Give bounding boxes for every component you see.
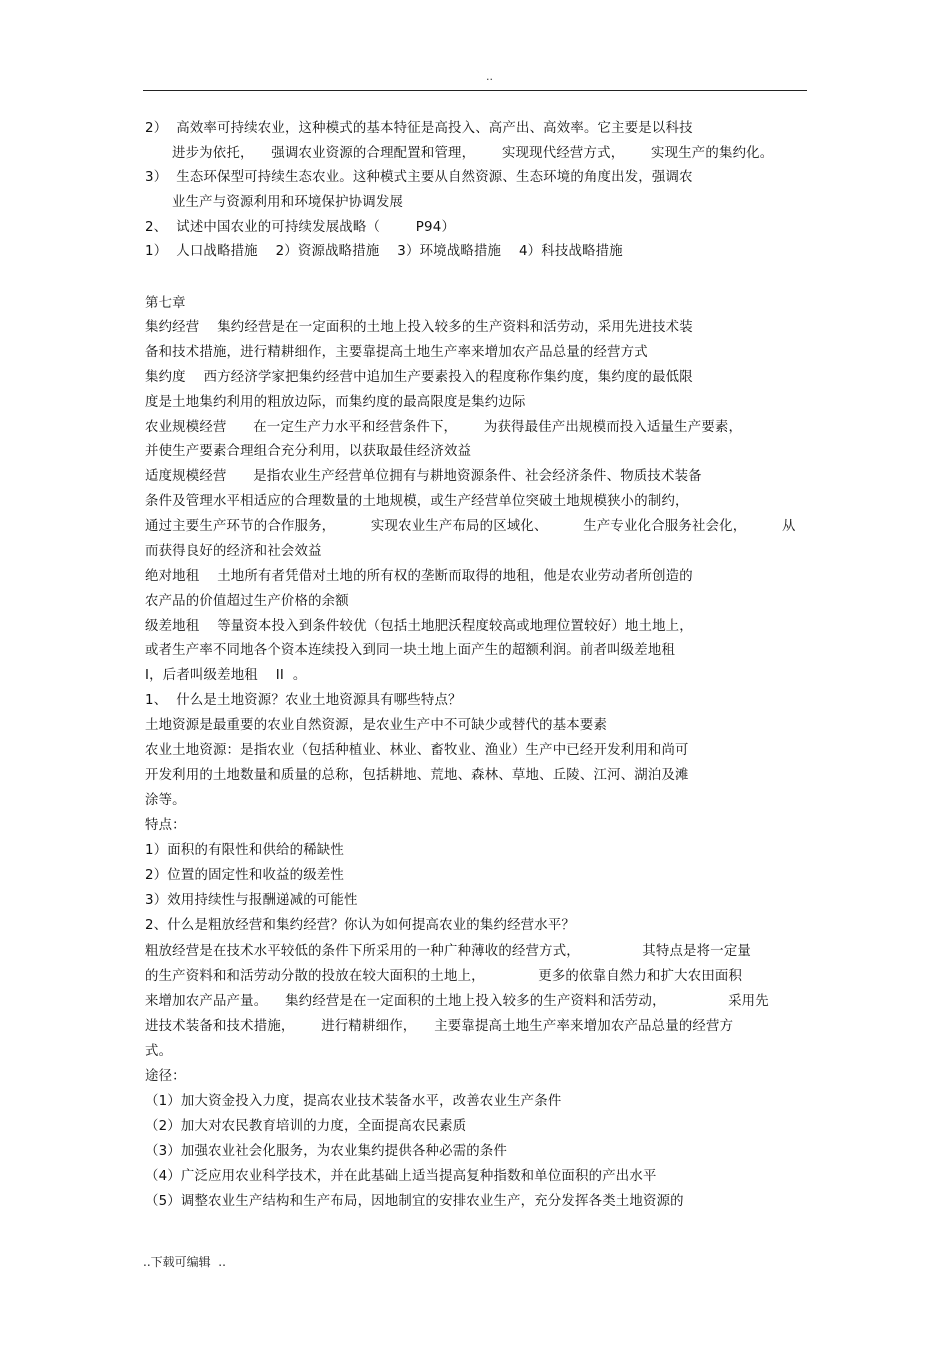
text-line: 的生产资料和和活劳动分散的投放在较大面积的土地上， 更多的依靠自然力和扩大农田面积	[145, 969, 743, 984]
list-item: （1）加大资金投入力度，提高农业技术装备水平，改善农业生产条件	[145, 1094, 562, 1109]
text-line: 2、 试述中国农业的可持续发展战略（ P94）	[145, 220, 456, 235]
text-line: 并使生产要素合理组合充分利用，以获取最佳经济效益	[145, 444, 472, 459]
text-line: 农产品的价值超过生产价格的余额	[145, 594, 349, 609]
text-line: 涂等。	[145, 793, 186, 808]
text-line: 进技术装备和技术措施， 进行精耕细作， 主要靠提高土地生产率来增加农产品总量的经营方	[145, 1019, 734, 1034]
text-line: 开发利用的土地数量和质量的总称，包括耕地、荒地、森林、草地、丘陵、江河、湖泊及滩	[145, 768, 689, 783]
text-line: 3） 生态环保型可持续生态农业。这种模式主要从自然资源、生态环境的角度出发，强调农	[145, 170, 693, 185]
text-line: 绝对地租 土地所有者凭借对土地的所有权的垄断而取得的地租，他是农业劳动者所创造的	[145, 569, 693, 584]
text-line: 集约度 西方经济学家把集约经营中追加生产要素投入的程度称作集约度，集约度的最低限	[145, 370, 693, 385]
text-line: 适度规模经营 是指农业生产经营单位拥有与耕地资源条件、社会经济条件、物质技术装备	[145, 469, 702, 484]
text-line: 度是土地集约利用的粗放边际，而集约度的最高限度是集约边际	[145, 395, 526, 410]
text-line: 来增加农产品产量。 集约经营是在一定面积的土地上投入较多的生产资料和活劳动， 采用先	[145, 994, 769, 1009]
text-line: 农业规模经营 在一定生产力水平和经营条件下， 为获得最佳产出规模而投入适量生产要素，	[145, 420, 743, 435]
list-item: （4）广泛应用农业科学技术，并在此基础上适当提高复种指数和单位面积的产出水平	[145, 1169, 657, 1184]
text-line: 途径：	[145, 1069, 186, 1084]
text-line: 特点：	[145, 818, 186, 833]
header-rule	[143, 90, 807, 91]
list-item: （2）加大对农民教育培训的力度，全面提高农民素质	[145, 1119, 467, 1134]
text-line: 3）效用持续性与报酬递减的可能性	[145, 893, 358, 908]
text-line: 业生产与资源利用和环境保护协调发展	[172, 195, 404, 210]
text-line: 备和技术措施，进行精耕细作，主要靠提高土地生产率来增加农产品总量的经营方式	[145, 345, 648, 360]
text-line: 农业土地资源：是指农业（包括种植业、林业、畜牧业、渔业）生产中已经开发利用和尚可	[145, 743, 689, 758]
page-footer: ..下载可编辑 ..	[143, 1255, 226, 1269]
text-line: 而获得良好的经济和社会效益	[145, 544, 322, 559]
text-line: 1）面积的有限性和供给的稀缺性	[145, 843, 344, 858]
text-line: 或者生产率不同地各个资本连续投入到同一块土地上面产生的超额利润。前者叫级差地租	[145, 643, 676, 658]
text-line: 1、 什么是土地资源？农业土地资源具有哪些特点？	[145, 693, 462, 708]
text-line: 1） 人口战略措施 2）资源战略措施 3）环境战略措施 4）科技战略措施	[145, 244, 623, 259]
text-line: 进步为依托， 强调农业资源的合理配置和管理， 实现现代经营方式， 实现生产的集约化。	[172, 146, 774, 161]
text-line: 粗放经营是在技术水平较低的条件下所采用的一种广种薄收的经营方式， 其特点是将一定量	[145, 944, 752, 959]
chapter-heading: 第七章	[145, 296, 186, 311]
text-line: 土地资源是最重要的农业自然资源，是农业生产中不可缺少或替代的基本要素	[145, 718, 608, 733]
text-line: 级差地租 等量资本投入到条件较优（包括土地肥沃程度较高或地理位置较好）地土地上，	[145, 619, 693, 634]
text-line: 2）位置的固定性和收益的级差性	[145, 868, 344, 883]
text-line: 式。	[145, 1044, 173, 1059]
text-line: 集约经营 集约经营是在一定面积的土地上投入较多的生产资料和活劳动，采用先进技术装	[145, 320, 693, 335]
header-dots: ..	[486, 70, 493, 83]
list-item: （5）调整农业生产结构和生产布局，因地制宜的安排农业生产，充分发挥各类土地资源的	[145, 1194, 684, 1209]
text-line: 2、什么是粗放经营和集约经营？你认为如何提高农业的集约经营水平？	[145, 918, 576, 933]
list-item: （3）加强农业社会化服务，为农业集约提供各种必需的条件	[145, 1144, 508, 1159]
text-line: I，后者叫级差地租 II 。	[145, 668, 307, 683]
text-line: 条件及管理水平相适应的合理数量的土地规模，或生产经营单位突破土地规模狭小的制约，	[145, 494, 689, 509]
text-line: 通过主要生产环节的合作服务， 实现农业生产布局的区域化、 生产专业化合服务社会化， 从	[145, 519, 796, 534]
text-line: 2） 高效率可持续农业，这种模式的基本特征是高投入、高产出、高效率。它主要是以科技	[145, 121, 693, 136]
